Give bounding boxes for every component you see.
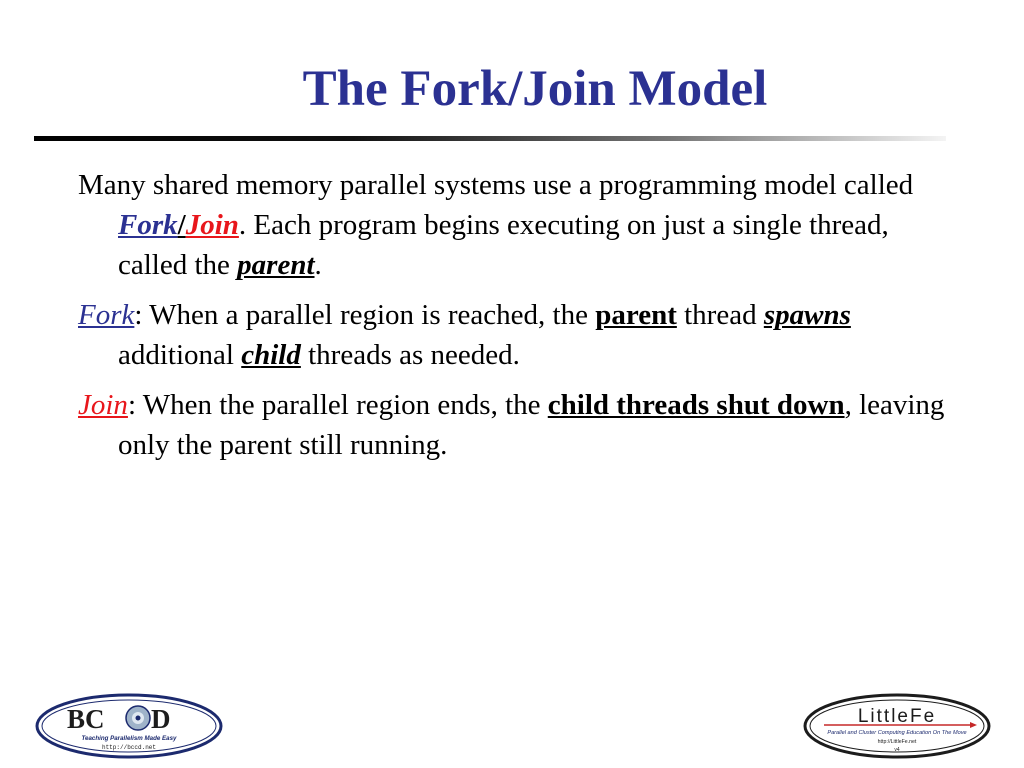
littlefe-url: http://LittleFe.net (877, 739, 917, 745)
shutdown-term: child threads shut down (547, 389, 845, 421)
join-text-2: , leaving only the parent still running. (118, 389, 945, 461)
fork-text-1: : When a parallel region is reached, the (134, 299, 596, 331)
bccd-letters-right: D (151, 704, 171, 734)
slide-body (78, 165, 958, 475)
fork-text-2: thread (676, 299, 764, 331)
littlefe-name: LittleFe (857, 706, 937, 727)
cd-disc-icon (126, 706, 150, 730)
bccd-tagline: Teaching Parallelism Made Easy (81, 735, 177, 742)
bccd-logo (34, 692, 224, 760)
fork-text-4: threads as needed. (300, 339, 520, 371)
child-term: child (241, 339, 301, 371)
slash-term: / (177, 209, 186, 241)
title-divider (34, 136, 946, 141)
fork-heading: Fork (78, 299, 135, 331)
littlefe-logo (802, 692, 992, 760)
paragraph-join (78, 385, 958, 465)
intro-text-2: . Each program begins executing on just a single thread, called the (118, 209, 889, 281)
join-term: Join (185, 209, 239, 241)
join-text-1: : When the parallel region ends, the (127, 389, 548, 421)
spawns-term: spawns (763, 299, 851, 331)
littlefe-tagline: Parallel and Cluster Computing Education On The Move (827, 730, 967, 736)
fork-term: Fork (118, 209, 178, 241)
bccd-letters-left: BC (67, 704, 105, 734)
parent-term: parent (237, 249, 315, 281)
fork-text-3: additional (118, 339, 242, 371)
intro-text-3: . (314, 249, 322, 281)
join-heading: Join (78, 389, 128, 421)
paragraph-fork (78, 295, 958, 375)
littlefe-version: v4 (894, 747, 900, 753)
slide-title: The Fork/Join Model (302, 61, 768, 117)
paragraph-intro (78, 165, 958, 285)
intro-text-1: Many shared memory parallel systems use a programming model called (78, 169, 914, 201)
bccd-url: http://bccd.net (101, 744, 157, 751)
fork-parent-term: parent (595, 299, 677, 331)
